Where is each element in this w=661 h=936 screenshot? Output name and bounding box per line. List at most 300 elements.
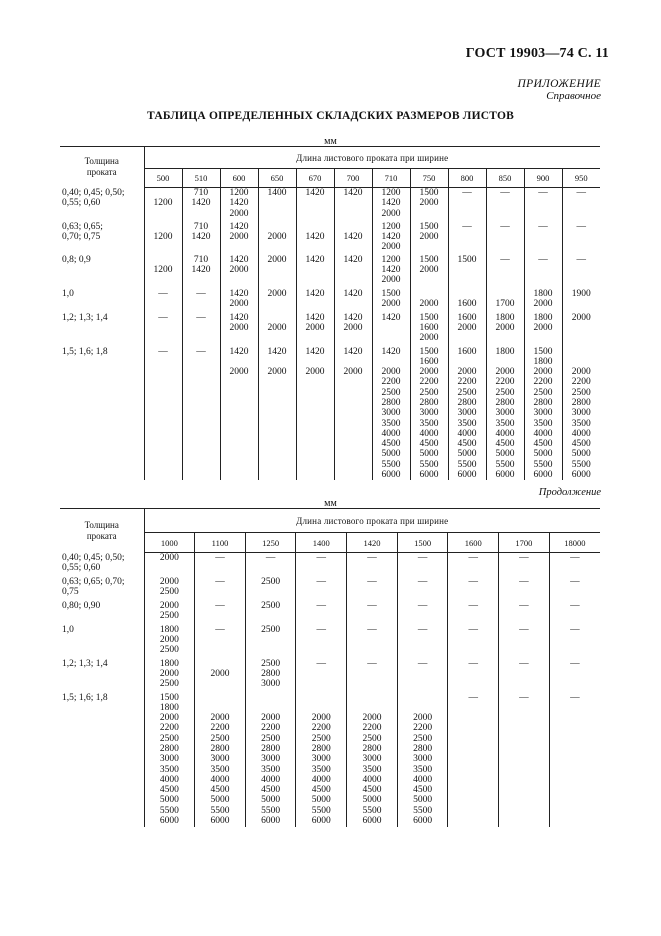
length-values: —	[538, 188, 548, 198]
thickness-label-text: 0,63; 0,65; 0,70; 0,75	[62, 576, 125, 597]
table-cell	[562, 222, 600, 255]
table-cell	[144, 347, 182, 481]
length-values: 2000 2500	[159, 576, 179, 597]
length-values: 1420 2000	[229, 312, 249, 333]
table-cell	[195, 659, 246, 693]
table2-width-header: 18000	[549, 533, 600, 553]
table-cell	[448, 577, 499, 601]
length-values: 1420	[305, 231, 325, 242]
table2-width-header: 1500	[397, 533, 448, 553]
table-cell	[182, 313, 220, 347]
table-cell	[524, 289, 562, 313]
table-cell	[549, 659, 600, 693]
length-values: 1420 2000	[229, 221, 249, 242]
length-values: 1420 2000	[267, 346, 287, 378]
table-cell	[486, 313, 524, 347]
length-values: 1420 2000	[305, 346, 325, 378]
length-values: 2000 2200 2500 2800 3000 3500 4000 4500 5000 5500 6000	[413, 713, 433, 827]
length-values: —	[570, 624, 580, 635]
length-values: —	[196, 312, 206, 323]
table-cell	[549, 601, 600, 625]
table-cell	[334, 188, 372, 222]
table-cell	[524, 222, 562, 255]
table-cell	[397, 659, 448, 693]
length-values: 2500 2800 3000	[261, 658, 281, 690]
table-cell	[499, 601, 550, 625]
table-cell	[144, 553, 195, 577]
table1-width-header: 700	[334, 169, 372, 188]
table1-width-header: 510	[182, 169, 220, 188]
length-values: 1800 2000	[533, 312, 553, 333]
length-values: —	[196, 288, 206, 299]
table1-width-header: 850	[486, 169, 524, 188]
table-cell	[347, 553, 398, 577]
table1-span-header: Длина листового проката при ширине	[144, 147, 600, 169]
length-values: —	[519, 576, 529, 587]
length-values: 1600	[457, 298, 477, 309]
length-values: —	[417, 658, 428, 669]
table-row	[60, 347, 600, 481]
length-values: 2000 2200 2500 2800 3000 3500 4000 4500 5000 5500 6000	[311, 713, 331, 827]
length-values: 2000	[267, 322, 287, 333]
table-cell	[334, 255, 372, 289]
length-values: 1200 1420 2000	[381, 254, 401, 286]
appendix-block	[518, 78, 601, 102]
table-row	[60, 577, 600, 601]
length-values: 2000	[267, 288, 287, 299]
length-values: 1400	[267, 188, 287, 198]
length-values: 1420	[343, 231, 363, 242]
table-cell	[448, 601, 499, 625]
table-cell	[195, 577, 246, 601]
length-values: 1500 1600 2000 2200 2500 2800 3000 3500 4000 4500 5000 5500 6000	[419, 346, 439, 481]
length-values: —	[196, 346, 206, 357]
length-values: 2000	[267, 254, 287, 265]
table-cell	[397, 577, 448, 601]
thickness-label	[60, 577, 144, 601]
table-cell	[562, 255, 600, 289]
length-values: —	[519, 600, 529, 611]
table-cell	[397, 553, 448, 577]
length-values: —	[215, 624, 225, 635]
length-values: 1200	[153, 231, 173, 242]
length-values: 1500 1600 2000	[419, 312, 439, 344]
table-cell	[486, 222, 524, 255]
table-row	[60, 601, 600, 625]
table1-width-header: 710	[372, 169, 410, 188]
thickness-label-text: 1,0	[62, 624, 74, 635]
table-row	[60, 289, 600, 313]
table-cell	[524, 347, 562, 481]
table-cell	[549, 577, 600, 601]
length-values: 2500	[261, 576, 281, 587]
table-cell	[347, 601, 398, 625]
length-values: —	[316, 600, 327, 611]
table-cell	[410, 347, 448, 481]
thickness-label-text: 1,2; 1,3; 1,4	[62, 312, 108, 323]
thickness-label-text: 0,80; 0,90	[62, 600, 101, 611]
length-values: 1500 2000	[419, 188, 439, 209]
length-values: —	[158, 288, 168, 299]
table-cell	[296, 625, 347, 659]
table-cell	[245, 625, 296, 659]
table-cell	[524, 255, 562, 289]
length-values: —	[519, 553, 529, 563]
length-values: 1200 1420 2000	[229, 188, 249, 219]
thickness-label	[60, 347, 144, 481]
length-values: 2000	[159, 553, 179, 563]
table1	[60, 146, 600, 480]
table-cell	[499, 577, 550, 601]
page-title: ТАБЛИЦА ОПРЕДЕЛЕННЫХ СКЛАДСКИХ РАЗМЕРОВ ЛИСТОВ	[147, 110, 514, 122]
table-cell	[144, 601, 195, 625]
length-values: 2000 2200 2500 2800 3000 3500 4000 4500 5000 5500 6000	[571, 367, 591, 481]
table-cell	[397, 625, 448, 659]
length-values: 1800 2000 2500	[159, 624, 179, 656]
table-cell	[144, 693, 195, 827]
length-values: 2000	[571, 312, 591, 323]
table-cell	[182, 222, 220, 255]
length-values: —	[519, 658, 529, 669]
table-cell	[195, 553, 246, 577]
length-values: —	[570, 553, 580, 563]
table2-thickness-header: Толщина проката	[60, 509, 144, 553]
length-values: 1500 1800 2000 2200 2500 2800 3000 3500 4000 4500 5000 5500 6000	[159, 692, 179, 827]
table-cell	[347, 659, 398, 693]
table-cell	[245, 553, 296, 577]
table-cell	[499, 625, 550, 659]
length-values: 710 1420	[191, 254, 211, 275]
table1-unit: мм	[324, 136, 337, 147]
table-cell	[410, 255, 448, 289]
table-cell	[562, 188, 600, 222]
table-cell	[486, 347, 524, 481]
length-values: 2500	[261, 624, 281, 635]
length-values: 1200 1420 2000	[381, 188, 401, 219]
length-values: —	[265, 553, 276, 563]
length-values: 2500	[261, 600, 281, 611]
length-values: 1800 2000	[495, 312, 515, 333]
table-cell	[372, 255, 410, 289]
table-cell	[397, 693, 448, 827]
length-values: —	[570, 576, 580, 587]
table-cell	[296, 347, 334, 481]
table-cell	[220, 222, 258, 255]
table-cell	[144, 625, 195, 659]
table-cell	[296, 222, 334, 255]
length-values: 1600 2000	[457, 312, 477, 333]
table-cell	[182, 188, 220, 222]
thickness-label-text: 1,5; 1,6; 1,8	[62, 692, 108, 703]
thickness-label	[60, 693, 144, 827]
table-cell	[182, 255, 220, 289]
table-cell	[372, 188, 410, 222]
length-values: —	[538, 254, 548, 265]
table-cell	[220, 347, 258, 481]
table-cell	[144, 188, 182, 222]
length-values: 1500 2000	[419, 254, 439, 275]
length-values: 1420 2000	[229, 288, 249, 309]
table1-width-header: 600	[220, 169, 258, 188]
length-values: —	[367, 658, 377, 669]
length-values: 1500 2000	[381, 288, 401, 309]
length-values: —	[570, 692, 580, 703]
thickness-label	[60, 553, 144, 577]
length-values: —	[500, 254, 510, 265]
table-cell	[372, 313, 410, 347]
length-values: —	[468, 553, 479, 563]
length-values: —	[215, 600, 225, 611]
length-values: 1420 2000 2200 2500 2800 3000 3500 4000 4500 5000 5500 6000	[381, 346, 401, 481]
table-cell	[448, 693, 499, 827]
thickness-label-text: 0,63; 0,65; 0,70; 0,75	[62, 221, 103, 242]
table-cell	[562, 313, 600, 347]
table-cell	[448, 289, 486, 313]
length-values: —	[215, 576, 225, 587]
thickness-label-text: 1,5; 1,6; 1,8	[62, 346, 108, 357]
table-cell	[347, 625, 398, 659]
table-cell	[486, 188, 524, 222]
length-values: —	[576, 221, 586, 232]
table-cell	[334, 347, 372, 481]
length-values: —	[468, 600, 479, 611]
table-cell	[220, 289, 258, 313]
table-cell	[448, 659, 499, 693]
table-cell	[296, 659, 347, 693]
table-cell	[195, 601, 246, 625]
table-cell	[258, 255, 296, 289]
thickness-label-text: 0,8; 0,9	[62, 254, 91, 265]
length-values: —	[570, 658, 580, 669]
length-values: —	[417, 624, 428, 635]
table2-span-header: Длина листового проката при ширине	[144, 509, 600, 533]
table-cell	[296, 289, 334, 313]
table-cell	[296, 255, 334, 289]
table-row	[60, 693, 600, 827]
length-values: —	[462, 188, 472, 198]
table-cell	[144, 289, 182, 313]
table2-width-header: 1400	[296, 533, 347, 553]
table-cell	[296, 188, 334, 222]
table-cell	[258, 222, 296, 255]
length-values: —	[468, 576, 479, 587]
length-values: 710 1420	[191, 188, 211, 209]
length-values: 2000 2200 2500 2800 3000 3500 4000 4500 5000 5500 6000	[210, 713, 230, 827]
table-cell	[486, 255, 524, 289]
length-values: —	[367, 600, 377, 611]
appendix-subtitle: Справочное	[546, 90, 601, 102]
table2	[60, 508, 600, 827]
table-cell	[220, 188, 258, 222]
table-cell	[144, 255, 182, 289]
table-cell	[549, 553, 600, 577]
table-cell	[347, 577, 398, 601]
thickness-label-text: 0,40; 0,45; 0,50; 0,55; 0,60	[62, 187, 125, 208]
length-values: —	[468, 658, 479, 669]
length-values: 1200	[153, 264, 173, 275]
length-values: —	[215, 553, 225, 563]
length-values: —	[468, 692, 479, 703]
length-values: —	[576, 188, 586, 198]
length-values: —	[462, 221, 472, 232]
length-values: 1420	[305, 188, 325, 198]
length-values: 1420	[381, 312, 401, 323]
table-cell	[549, 625, 600, 659]
table-cell	[144, 222, 182, 255]
continuation-label: Продолжение	[538, 487, 601, 498]
table-row	[60, 553, 600, 577]
table-cell	[245, 659, 296, 693]
length-values: 2000	[210, 668, 230, 679]
table-cell	[258, 347, 296, 481]
length-values: 1420	[343, 254, 363, 265]
table-cell	[245, 577, 296, 601]
thickness-label	[60, 255, 144, 289]
length-values: 1420	[343, 188, 363, 198]
length-values: —	[316, 624, 327, 635]
length-values: —	[367, 576, 377, 587]
table-cell	[347, 693, 398, 827]
table-cell	[448, 553, 499, 577]
table-cell	[195, 693, 246, 827]
table-cell	[334, 289, 372, 313]
length-values: 1420	[305, 254, 325, 265]
table-cell	[410, 289, 448, 313]
table-cell	[182, 289, 220, 313]
table-cell	[499, 659, 550, 693]
table-cell	[448, 347, 486, 481]
length-values: 1500 1800 2000 2200 2500 2800 3000 3500 4000 4500 5000 5500 6000	[533, 346, 553, 481]
length-values: —	[570, 600, 580, 611]
table2-width-header: 1250	[245, 533, 296, 553]
table-cell	[524, 188, 562, 222]
length-values: —	[367, 624, 377, 635]
length-values: —	[316, 553, 327, 563]
length-values: —	[367, 553, 377, 563]
thickness-label-text: 0,40; 0,45; 0,50; 0,55; 0,60	[62, 552, 125, 573]
thickness-label	[60, 289, 144, 313]
length-values: 2000 2200 2500 2800 3000 3500 4000 4500 5000 5500 6000	[261, 713, 281, 827]
length-values: —	[576, 254, 586, 265]
length-values: 2000	[419, 298, 439, 309]
length-values: 1800 2000 2200 2500 2800 3000 3500 4000 4500 5000 5500 6000	[495, 346, 515, 481]
table-cell	[562, 289, 600, 313]
table-row	[60, 313, 600, 347]
thickness-label	[60, 659, 144, 693]
thickness-label-text: 1,0	[62, 288, 74, 299]
table-cell	[448, 188, 486, 222]
thickness-label	[60, 222, 144, 255]
table-cell	[220, 313, 258, 347]
length-values: 1420	[343, 288, 363, 299]
length-values: 1420 2000	[229, 254, 249, 275]
table1-width-header: 750	[410, 169, 448, 188]
table1-width-header: 900	[524, 169, 562, 188]
length-values: 1800 2000	[533, 288, 553, 309]
table-cell	[245, 693, 296, 827]
table-cell	[220, 255, 258, 289]
length-values: —	[316, 658, 327, 669]
length-values: 1500 2000	[419, 221, 439, 242]
table-cell	[334, 222, 372, 255]
table-cell	[296, 313, 334, 347]
table2-width-header: 1000	[144, 533, 195, 553]
table-cell	[144, 577, 195, 601]
thickness-label	[60, 601, 144, 625]
length-values: 1200 1420 2000	[381, 221, 401, 253]
table-cell	[296, 693, 347, 827]
length-values: —	[417, 600, 428, 611]
length-values: 1900	[571, 288, 591, 299]
length-values: —	[500, 221, 510, 232]
length-values: 1420 2000	[305, 312, 325, 333]
table1-thickness-header: Толщина проката	[60, 147, 144, 188]
length-values: —	[468, 624, 479, 635]
table-row	[60, 659, 600, 693]
table-cell	[448, 222, 486, 255]
length-values: 1500	[457, 254, 477, 265]
table-cell	[486, 289, 524, 313]
length-values: —	[417, 553, 428, 563]
length-values: 1200	[153, 198, 173, 209]
length-values: 2000 2500	[159, 600, 179, 621]
length-values: 710 1420	[191, 221, 211, 242]
table-cell	[372, 289, 410, 313]
thickness-label	[60, 313, 144, 347]
table-cell	[144, 659, 195, 693]
table-cell	[448, 255, 486, 289]
table-cell	[144, 313, 182, 347]
table-cell	[258, 289, 296, 313]
table-cell	[410, 313, 448, 347]
table-row	[60, 625, 600, 659]
table-cell	[549, 693, 600, 827]
appendix-title: ПРИЛОЖЕНИЕ	[517, 78, 601, 90]
length-values: —	[519, 692, 529, 703]
thickness-label	[60, 625, 144, 659]
table2-width-header: 1700	[499, 533, 550, 553]
length-values: 1420 2000	[229, 346, 249, 378]
table1-width-header: 950	[562, 169, 600, 188]
table1-width-header: 670	[296, 169, 334, 188]
table-cell	[195, 625, 246, 659]
table-cell	[448, 313, 486, 347]
length-values: —	[500, 188, 510, 198]
table-cell	[245, 601, 296, 625]
length-values: 1700	[495, 298, 515, 309]
table2-width-header: 1420	[347, 533, 398, 553]
length-values: —	[538, 221, 548, 232]
length-values: 2000	[267, 231, 287, 242]
table-cell	[499, 553, 550, 577]
table-cell	[410, 188, 448, 222]
thickness-label-text: 1,2; 1,3; 1,4	[62, 658, 108, 669]
table-cell	[524, 313, 562, 347]
thickness-label	[60, 188, 144, 222]
length-values: 1420	[305, 288, 325, 299]
table-cell	[372, 347, 410, 481]
length-values: 1800 2000 2500	[159, 658, 179, 690]
table-cell	[296, 601, 347, 625]
table-cell	[296, 553, 347, 577]
table-cell	[258, 313, 296, 347]
table-cell	[562, 347, 600, 481]
length-values: —	[316, 576, 327, 587]
length-values: 1420 2000	[343, 346, 363, 378]
table-cell	[258, 188, 296, 222]
length-values: —	[519, 624, 529, 635]
table2-width-header: 1600	[448, 533, 499, 553]
